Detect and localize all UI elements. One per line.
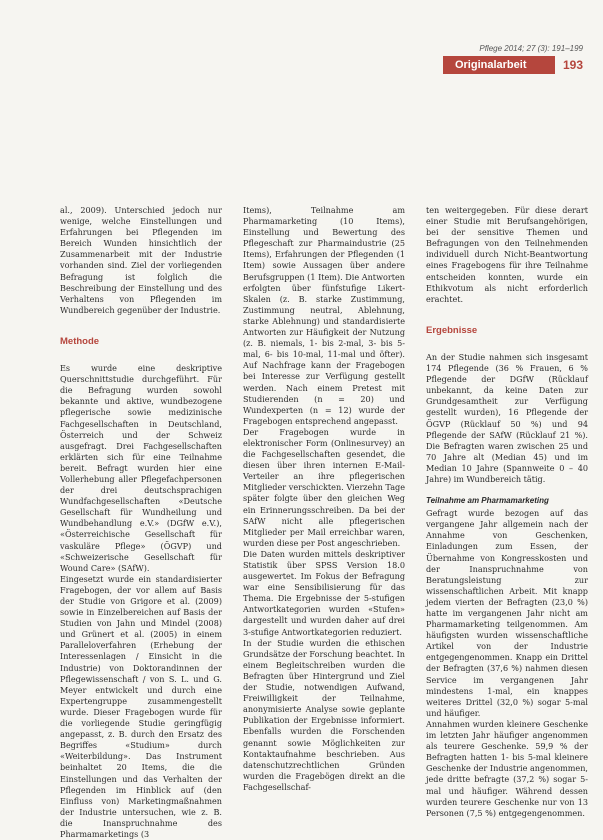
paragraph: Die Daten wurden mittels deskriptiver Statistik über SPSS Version 18.0 ausgewertet. Im Fokus der Befragung war eine Sensibilisierung für das Thema. Die Ergebnisse der 5-stufigen Antwortkategorien wurden «Stufen» dargestellt und wurden daher auf drei 3-stufige Antwortkategorien reduziert. — [243, 548, 405, 637]
paragraph: ten weitergegeben. Für diese derart einer Studie mit Berufsangehörigen, bei der sensitive Themen und Befragungen von den Teilnehmenden individuell durch Nicht-Beantwortung eines Fragebogens für ihre Teilnahme entscheiden konnten, wurde ein Ethikvotum als nicht erforderlich erachtet. — [426, 205, 588, 304]
paragraph: Es wurde eine deskriptive Querschnittstudie durchgeführt. Für die Befragung wurden sowohl bekannte und aktive, wundbezogene pflegerische sowie medizinische Fachgesellschaften in Deutschland, Österreich und der Schweiz ausgefragt. Drei Fachgesellschaften erklärten sich für eine Teilnahme bereit. Befragt wurden hier eine Vollerhebung aller Pflegefachpersonen der drei deutschsprachigen Wundfachgesellschaften «Deutsche Gesellschaft für Wundheilung und Wundbehandlung e.V.» (DGfW e.V.), «Österreichische Gesellschaft für vaskuläre Pflege» (ÖGVP) und «Schweizerische Gesellschaft für Wound Care» (SAfW). — [60, 363, 222, 573]
paragraph: Gefragt wurde bezogen auf das vergangene Jahr allgemein nach der Annahme von Geschenken, Einladungen zum Essen, der Übernahme von Kongresskosten und der Inanspruchnahme von Beratungsleistung zur wissenschaftlichen Arbeit. Mit knapp jedem vierten der Befragten (23,0 %) hatte im vergangenen Jahr nicht am Pharmamarketing teilgenommen. Am häufigsten wurden wissenschaftliche Artikel von der Industrie entgegengenommen. Knapp ein Drittel der Befragten (37,6 %) nahmen diesen Service im vergangenen Jahr mindestens 1-mal, ein knappes weiteres Drittel (32,0 %) sogar 5-mal und häufiger. — [426, 508, 588, 718]
paragraph: An der Studie nahmen sich insgesamt 174 Pflegende (36 % Frauen, 6 % Pflegende der DGfW (Rücklauf unbekannt, da keine Daten zur Grundgesamtheit zur Verfügung gestellt wurden), 16 Pflegende der ÖGVP (Rücklauf 50 %) und 94 Pflegende der SAfW (Rücklauf 21 %). Die Befragten waren zwischen 25 und 70 Jahre alt (Median 45) und im Median 10 Jahre (Spannweite 0 – 40 Jahre) im Wundbereich tätig. — [426, 351, 588, 484]
paragraph: Der Fragebogen wurde in elektronischer Form (Onlinesurvey) an die Fachgesellschaften gesendet, die diesen über ihren internen E-Mail-Verteiler an ihre pflegerischen Mitglieder verschickten. Vierzehn Tage später folgte über den gleichen Weg ein Erinnerungsschreiben. Da bei der SAfW nicht alle pflegerischen Mitglieder per Mail erreichbar waren, wurden diese per Post angeschrieben. — [243, 426, 405, 548]
section-heading-methode: Methode — [60, 335, 100, 347]
paragraph: Items), Teilnahme am Pharmamarketing (10 Items), Einstellung und Bewertung des Pflegeschaft zur Pharmaindustrie (25 Items), Erfahrungen der Pflegenden (1 Item) sowie Aussagen über andere Berufsgruppen (1 Item). Die Antworten erfolgten über fünfstufige Likert-Skalen (z. B. starke Zustimmung, Zustimmung neutral, Ablehnung, starke Ablehnung) und standardisierte Antworten zur Häufigkeit der Nutzung (z. B. niemals, 1- bis 2-mal, 3- bis 5-mal, 6- bis 10-mal, 11-mal und öfter). Auf Nachfrage kann der Fragebogen bei Interesse zur Verfügung gestellt werden. Nach einem Pretest mit Studierenden (n = 20) und Wundexperten (n = 12) wurde der Fragebogen entsprechend angepasst. — [243, 205, 405, 426]
column-3 — [426, 205, 588, 818]
section-label: Originalarbeit — [443, 56, 555, 74]
column-1 — [60, 205, 222, 839]
header-row — [443, 56, 583, 74]
section-heading-ergebnisse: Ergebnisse — [426, 324, 478, 336]
paragraph: Annahmen wurden kleinere Geschenke im letzten Jahr häufiger angenommen als teurere Geschenke. 59,9 % der Befragten hatten 1- bis 5-mal kleinere Geschenke der Industrie angenommen, jede dritte befragte (37,2 %) sogar 5-mal und häufiger. Während dessen wurden teurere Geschenke nur von 13 Personen (7,5 %) entgegengenommen. — [426, 718, 588, 818]
column-2 — [243, 205, 405, 805]
paragraph: al., 2009). Unterschied jedoch nur wenige, welche Einstellungen und Erfahrungen bei Pflegenden im Bereich Wunden hinsichtlich der Zusammenarbeit mit der Industrie vorhanden sind. Ziel der vorliegenden Befragung ist folglich die Beschreibung der Einstellung und des Verhaltens von Pflegenden im Wundbereich gegenüber der Industrie. — [60, 205, 222, 315]
journal-reference: Pflege 2014; 27 (3): 191–199 — [479, 44, 583, 53]
paragraph: Eingesetzt wurde ein standardisierter Fragebogen, der vor allem auf Basis der Studie von Grigore et al. (2009) sowie in Einzelbereichen auf Basis der Studien von Jahn und Mindel (2008) und Grünert et al. (2005) in einem Paralleloverfahren (Erhebung der Interessenlagen / Einsicht in die Industrie) von Doktorandinnen der Pflegewissenschaft / von S. L. und G. Meyer entwickelt und durch eine Expertengruppe zusammengestellt wurde. Dieser Fragebogen wurde für die vorliegende Studie geringfügig angepasst, z. B. durch den Ersatz des Begriffes «Studium» durch «Weiterbildung». Das Instrument beinhaltet 20 Items, die die Einstellungen und das Verhalten der Pflegenden im Hinblick auf (den Einfluss von) Marketingmaßnahmen der Industrie untersuchen, wie z. B. die Inanspruchnahme des Pharmamarketings (3 — [60, 573, 222, 839]
subheading-pharmamarketing: Teilnahme am Pharmamarketing — [426, 496, 549, 506]
running-head — [443, 44, 583, 74]
page-number: 193 — [562, 58, 583, 72]
paragraph: In der Studie wurden die ethischen Grundsätze der Forschung beachtet. In einem Begleitschreiben wurden die Befragten über Hintergrund und Ziel der Studie, notwendigen Aufwand, Freiwilligkeit der Teilnahme, anonymisierte Analyse sowie geplante Publikation der Ergebnisse informiert. Ebenfalls wurden die Forschenden genannt sowie Möglichkeiten zur Kontaktaufnahme beschrieben. Aus datenschutzrechtlichen Gründen wurden die Fragebögen direkt an die Fachgesellschaf- — [243, 637, 405, 792]
article-body — [60, 205, 588, 839]
